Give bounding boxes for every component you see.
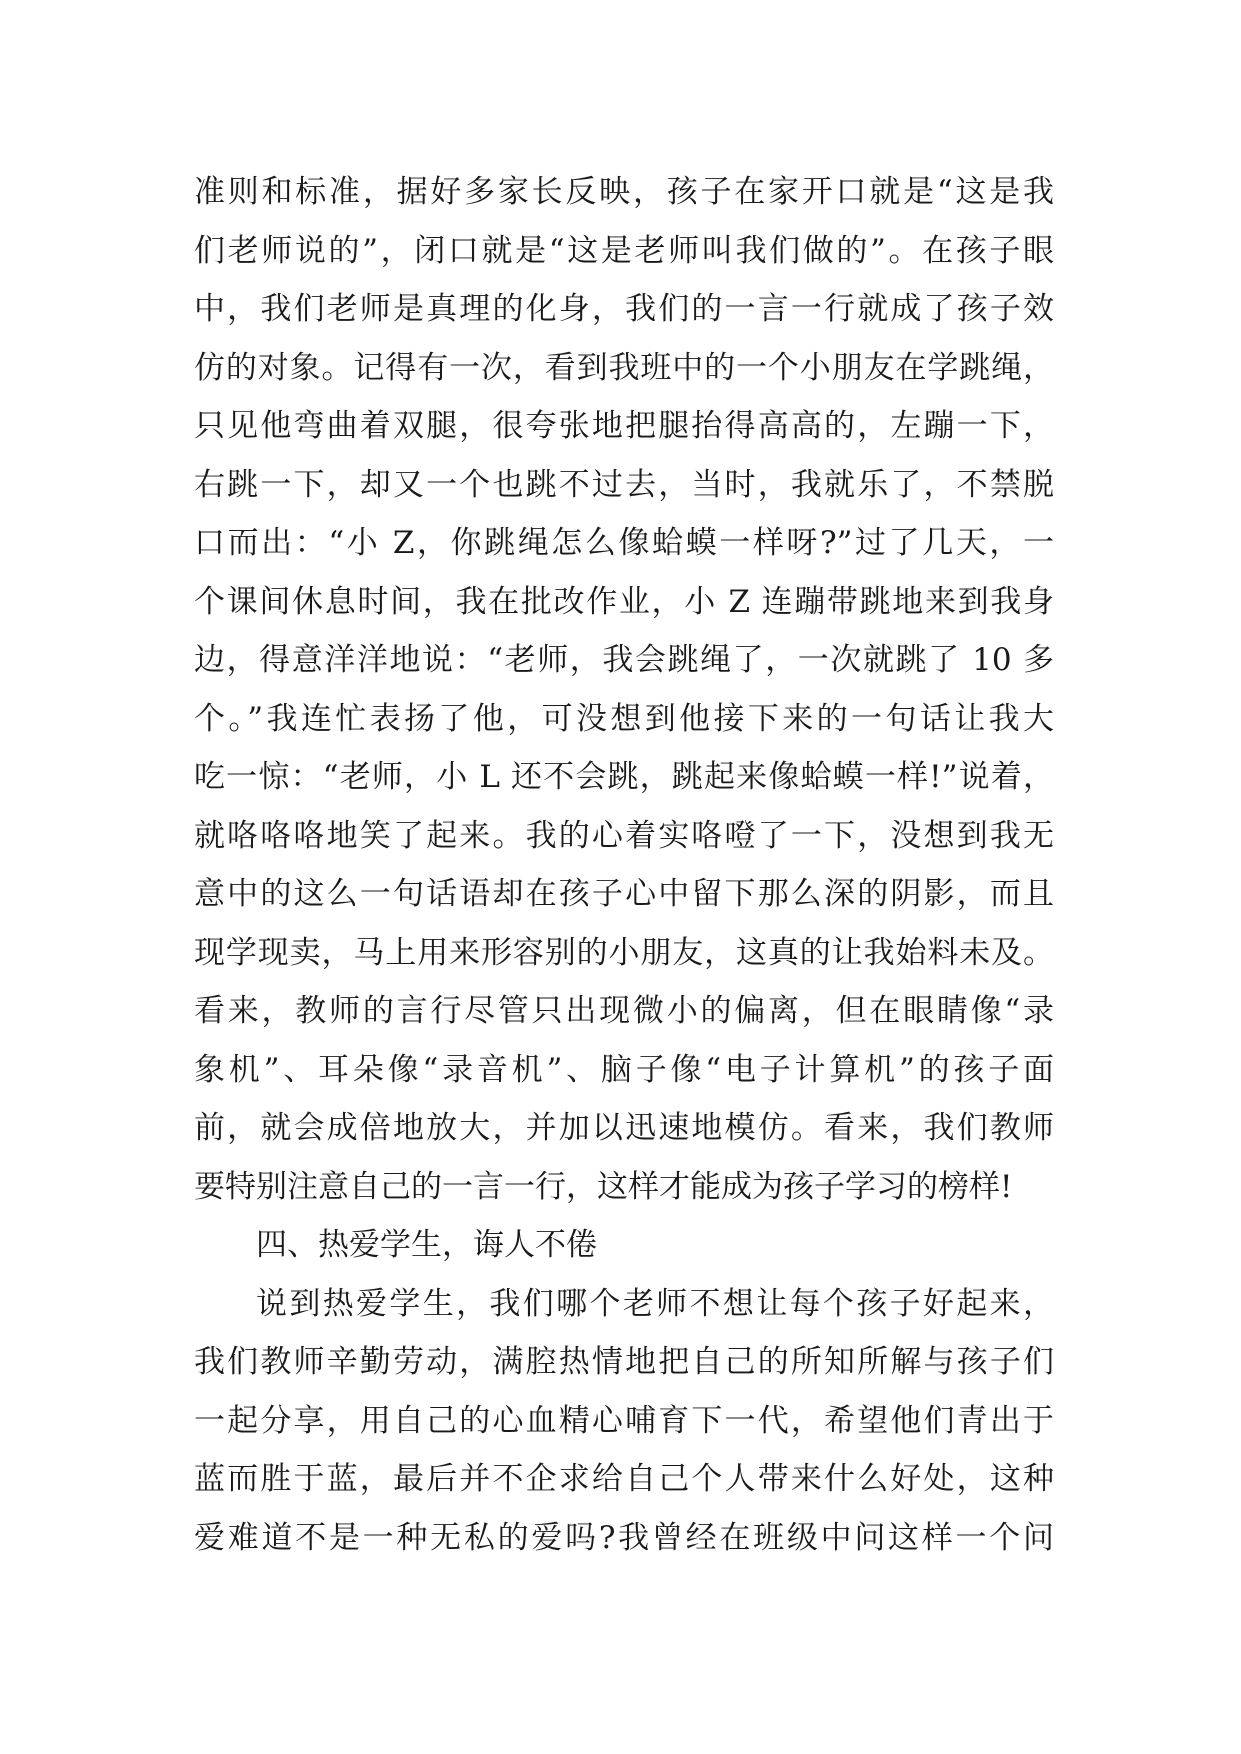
text-line: 说到热爱学生，我们哪个老师不想让每个孩子好起来， bbox=[256, 1285, 1054, 1322]
text-line: 右跳一下，却又一个也跳不过去，当时，我就乐了，不禁脱 bbox=[194, 466, 1054, 503]
text-line: 意中的这么一句话语却在孩子心中留下那么深的阴影，而且 bbox=[194, 876, 1054, 912]
text-line: 象机”、耳朵像“录音机”、脑子像“电子计算机”的孩子面 bbox=[194, 1051, 1054, 1088]
text-line: 仿的对象。记得有一次，看到我班中的一个小朋友在学跳绳， bbox=[194, 349, 1054, 386]
text-line: 口而出：“小 Z，你跳绳怎么像蛤蟆一样呀?”过了几天，一 bbox=[194, 525, 1054, 561]
text-line: 一起分享，用自己的心血精心哺育下一代，希望他们青出于 bbox=[194, 1402, 1054, 1439]
text-line: 现学现卖，马上用来形容别的小朋友，这真的让我始料未及。 bbox=[194, 934, 1054, 971]
text-line: 蓝而胜于蓝，最后并不企求给自己个人带来什么好处，这种 bbox=[194, 1461, 1054, 1497]
text-line: 准则和标准，据好多家长反映，孩子在家开口就是“这是我 bbox=[194, 174, 1054, 210]
text-line: 要特别注意自己的一言一行，这样才能成为孩子学习的榜样! bbox=[194, 1168, 1013, 1205]
section-heading: 四、热爱学生，诲人不倦 bbox=[256, 1227, 597, 1263]
text-line: 前，就会成倍地放大，并加以迅速地模仿。看来，我们教师 bbox=[194, 1110, 1054, 1146]
text-line: 我们教师辛勤劳动，满腔热情地把自己的所知所解与孩子们 bbox=[194, 1344, 1054, 1380]
text-line: 们老师说的”，闭口就是“这是老师叫我们做的”。在孩子眼 bbox=[194, 232, 1054, 269]
text-line: 边，得意洋洋地说：“老师，我会跳绳了，一次就跳了 10 多 bbox=[194, 642, 1054, 678]
text-line: 个。”我连忙表扬了他，可没想到他接下来的一句话让我大 bbox=[194, 700, 1054, 737]
text-line: 只见他弯曲着双腿，很夸张地把腿抬得高高的，左蹦一下， bbox=[194, 408, 1054, 444]
text-line: 就咯咯咯地笑了起来。我的心着实咯噔了一下，没想到我无 bbox=[194, 817, 1054, 854]
text-line: 个课间休息时间，我在批改作业，小 Z 连蹦带跳地来到我身 bbox=[194, 583, 1054, 620]
text-line: 中，我们老师是真理的化身，我们的一言一行就成了孩子效 bbox=[194, 291, 1054, 327]
text-line: 看来，教师的言行尽管只出现微小的偏离，但在眼睛像“录 bbox=[194, 993, 1054, 1029]
text-line: 吃一惊：“老师，小 L 还不会跳，跳起来像蛤蟆一样!”说着， bbox=[194, 759, 1054, 795]
body-text bbox=[194, 163, 1054, 1567]
text-line: 爱难道不是一种无私的爱吗?我曾经在班级中问这样一个问 bbox=[194, 1519, 1054, 1556]
